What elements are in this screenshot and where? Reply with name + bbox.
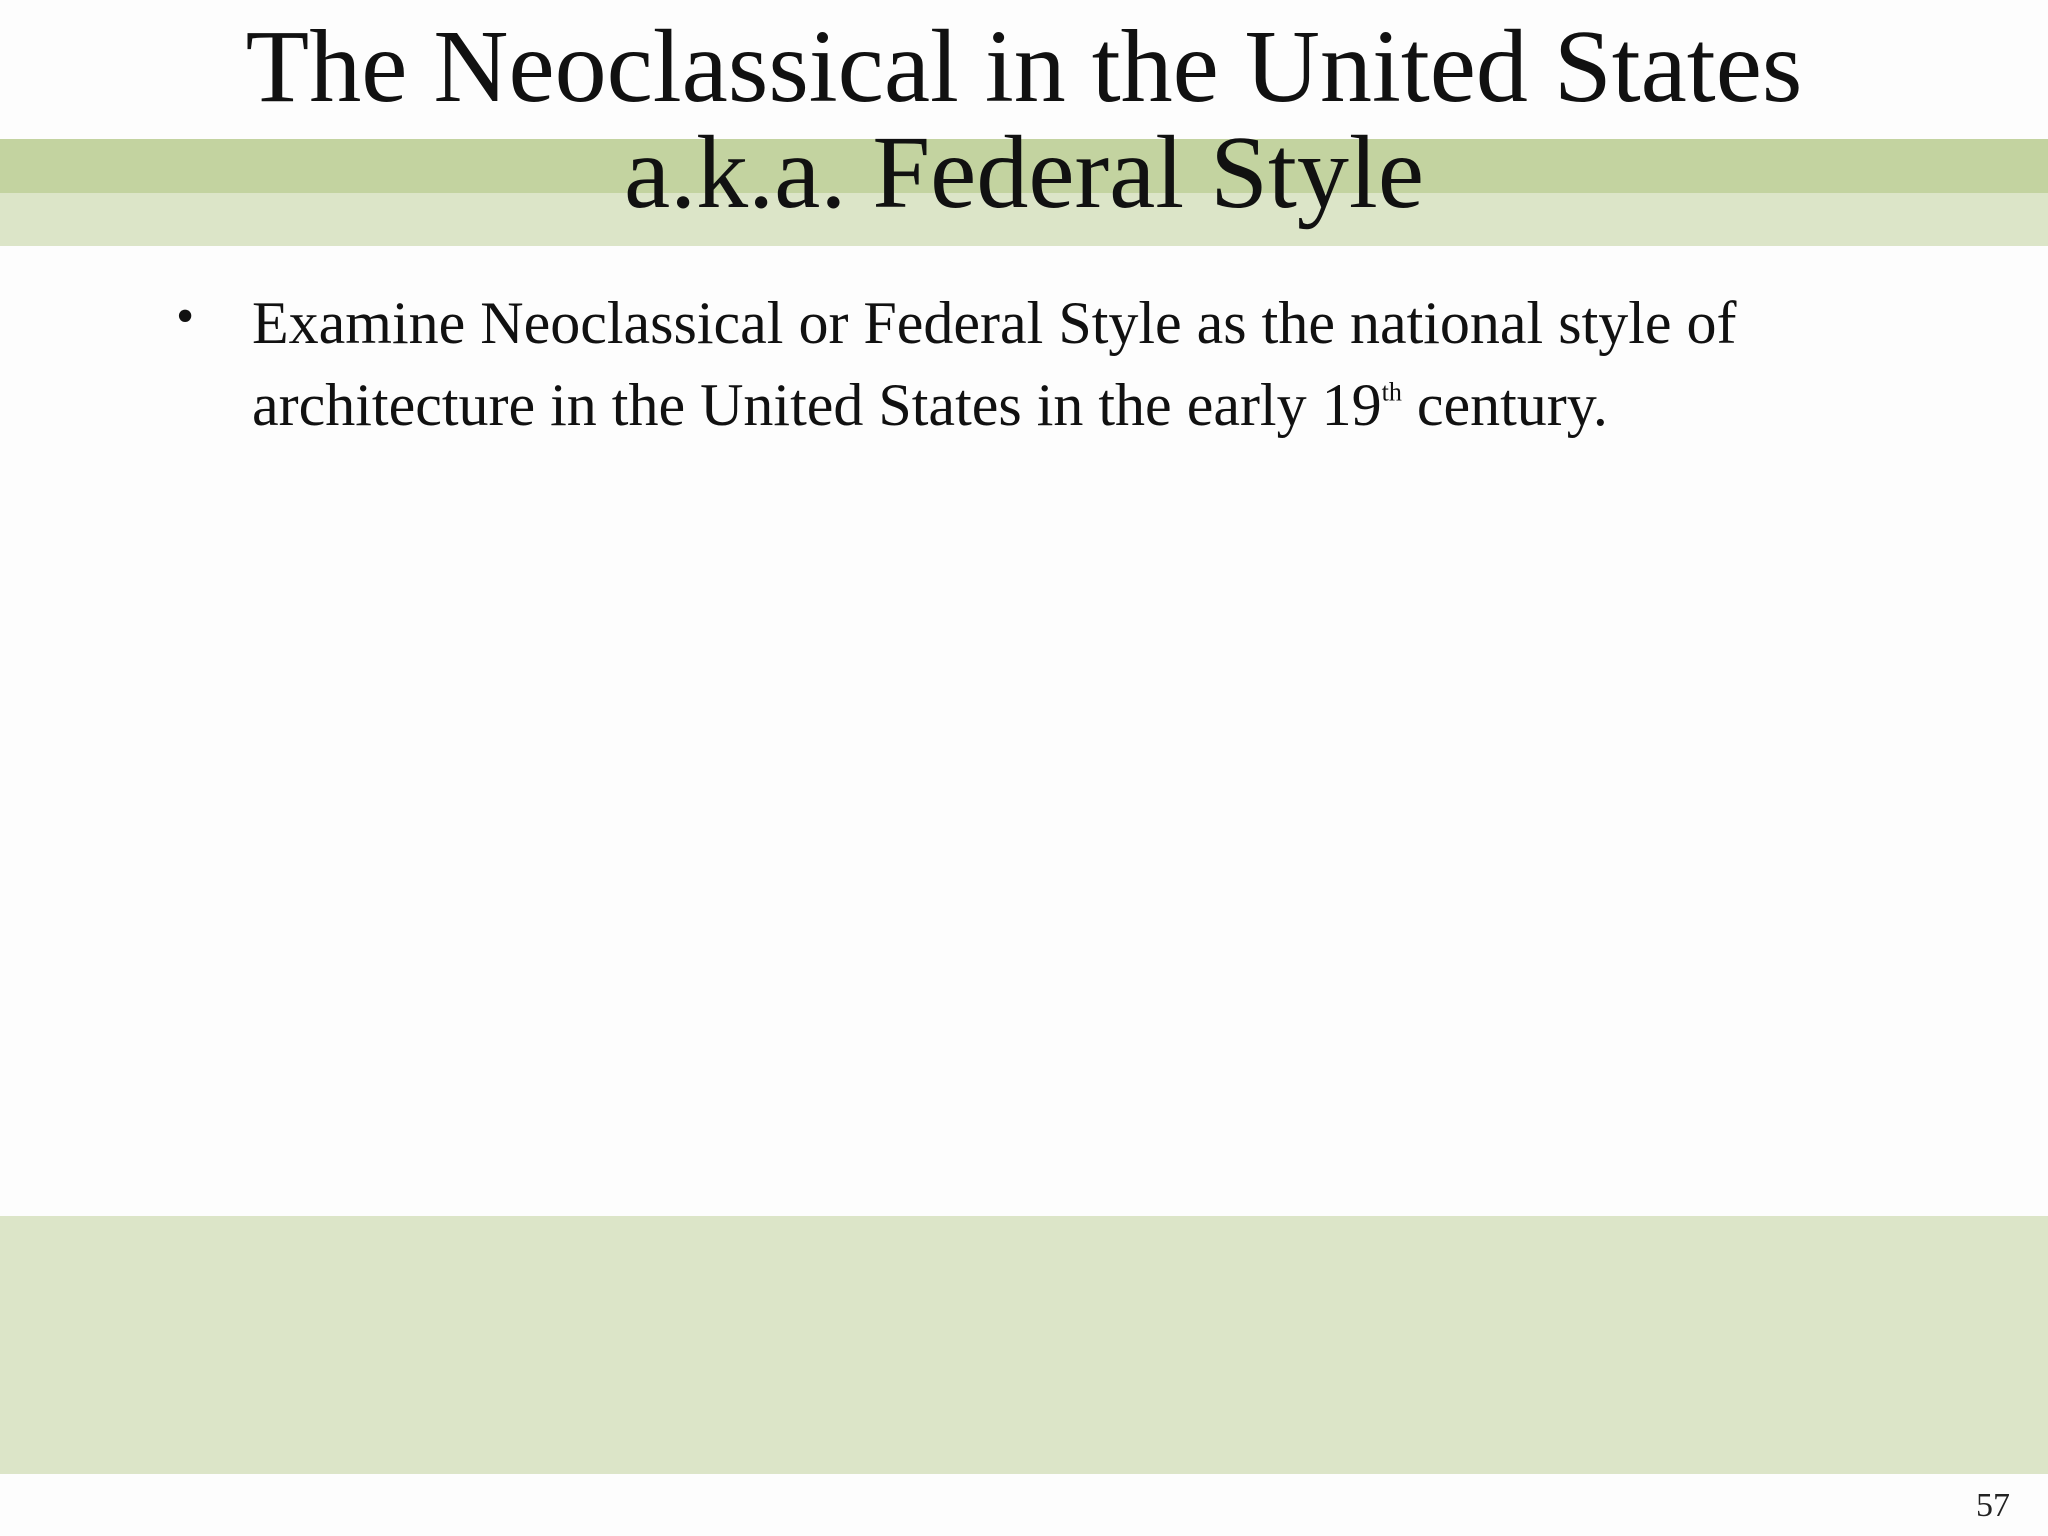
bullet-text-end: century.	[1401, 372, 1608, 438]
title-line-1: The Neoclassical in the United States	[245, 9, 1803, 124]
bullet-list	[168, 282, 1888, 446]
bullet-marker: •	[176, 288, 195, 345]
ordinal-superscript: th	[1381, 377, 1402, 407]
footer-band	[0, 1216, 2048, 1474]
bullet-text-main: Examine Neoclassical or Federal Style as the national style of architecture in the United States in the early 19	[252, 290, 1737, 438]
bullet-text	[252, 290, 1737, 438]
title-line-2: a.k.a. Federal Style	[624, 115, 1424, 230]
slide-title	[0, 9, 2048, 230]
page-number: 57	[1976, 1487, 2010, 1524]
bullet-item	[168, 282, 1888, 446]
